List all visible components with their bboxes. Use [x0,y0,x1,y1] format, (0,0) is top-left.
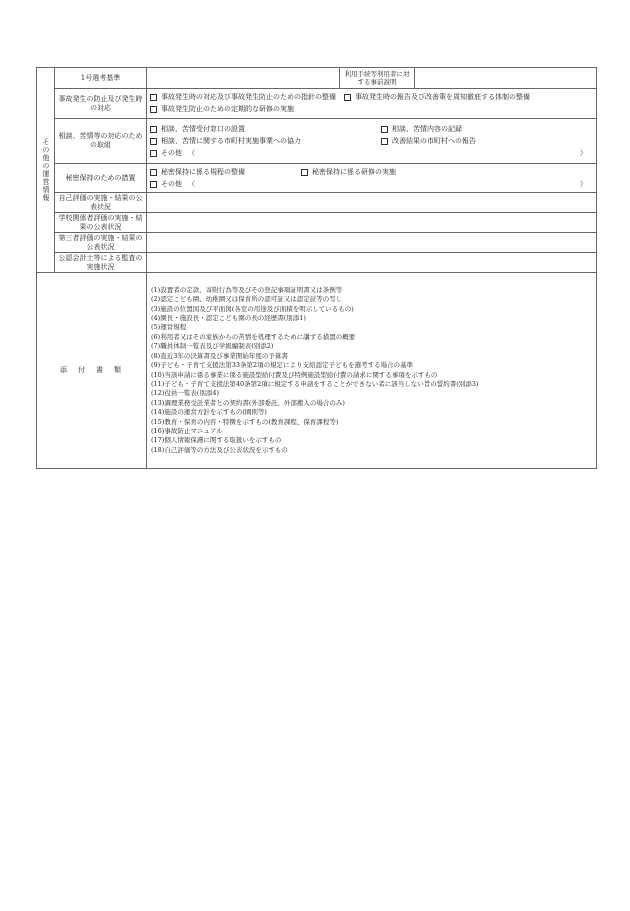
list-item: (16)事故防止マニュアル [151,426,223,435]
list-item: (10)当該申請に係る事業に係る施設型給付費及び特例施設型給付費の請求に関する事項を示すもの [151,370,438,379]
list-item: (14)施設の運営方針を示すもの(園則等) [151,408,267,417]
list-item: (9)子ども・子育て支援法第33条第2項の規定により支給認定子どもを選考する場合の基準 [151,361,414,370]
audit-label: 公認会計士等による監査の実施状況 [55,253,147,273]
checkbox[interactable] [150,169,157,176]
school-evaluation-field[interactable] [147,213,597,233]
accident-prevention-label: 事故発生の防止及び発生時の対応 [55,89,147,119]
accident-prevention-options: 事故発生時の対応及び事故発生防止のための指針の整備 事故発生時の報告及び改善策を周知徹底する体制の整備 事故発生防止のための定期的な研修の実施 [147,89,597,119]
school-evaluation-label: 学校関係者評価の実施・結果の公表状況 [55,213,147,233]
checkbox[interactable] [150,181,157,188]
list-item: (13)調理業務受託業者との契約書(外部委託、外部搬入の場合のみ) [151,398,345,407]
self-evaluation-label: 自己評価の実施・結果の公表状況 [55,193,147,213]
checkbox[interactable] [301,169,308,176]
attachments-label: 添 付 書 類 [37,273,147,469]
list-item: (17)個人情報保護に関する取扱いを示すもの [151,436,282,445]
list-item: (7)職員体制一覧表及び学級編制表(別添2) [151,342,274,351]
checkbox[interactable] [150,138,157,145]
checkbox[interactable] [381,138,388,145]
checkbox[interactable] [381,126,388,133]
selection-criteria-label: 1号選考基準 [55,68,147,89]
list-item: (8)直近3年の決算書及び事業開始年度の予算書 [151,351,288,360]
list-item: (5)運営規程 [151,323,187,332]
third-party-evaluation-label: 第三者評価の実施・結果の公表状況 [55,233,147,253]
list-item: (1)設置者の定款、寄附行為等及びその登記事項証明書又は条例等 [151,285,343,294]
list-item: (15)教育・保育の内容・特徴を示すもの(教育課程、保育課程等) [151,417,339,426]
section-header: その他の運営情報 [37,68,55,273]
list-item: (18)自己評価等の方法及び公表状況を示すもの [151,445,288,454]
operation-info-table [36,67,597,469]
prior-explanation-field[interactable] [415,68,597,89]
complaint-handling-options: 相談、苦情受付窓口の設置 相談、苦情内容の記録 相談、苦情に関する市町村実施事業への協力 改善結果の市町村への報告 その他 （ ） [147,119,597,164]
list-item: (11)子ども・子育て支援法第40条第2項に規定する申請をすることができない者に該当しない旨の誓約書(別添3) [151,379,479,388]
attachments-list [147,273,597,469]
self-evaluation-field[interactable] [147,193,597,213]
selection-criteria-field[interactable] [147,68,340,89]
complaint-handling-label: 相談、苦情等の対応のための取組 [55,119,147,164]
audit-field[interactable] [147,253,597,273]
prior-explanation-label: 利用手続等利用者に対する事前説明 [340,68,415,89]
list-item: (2)認定こども園、幼稚園又は保育所の認可証又は認定証等の写し [151,295,343,304]
checkbox[interactable] [344,94,351,101]
list-item: (12)役員一覧表(別添4) [151,389,220,398]
confidentiality-options: 秘密保持に係る規程の整備 秘密保持に係る研修の実施 その他 （ ） [147,164,597,193]
checkbox[interactable] [150,94,157,101]
list-item: (6)利用者又はその家族からの苦情を処理するために講ずる措置の概要 [151,332,356,341]
checkbox[interactable] [150,106,157,113]
checkbox[interactable] [150,150,157,157]
third-party-evaluation-field[interactable] [147,233,597,253]
confidentiality-label: 秘密保持のための措置 [55,164,147,193]
checkbox[interactable] [150,126,157,133]
list-item: (3)施設の位置図及び平面図(各室の用途及び面積を明示しているもの) [151,304,354,313]
list-item: (4)園長・施設長・認定こども園の長の経歴書(別添1) [151,314,306,323]
